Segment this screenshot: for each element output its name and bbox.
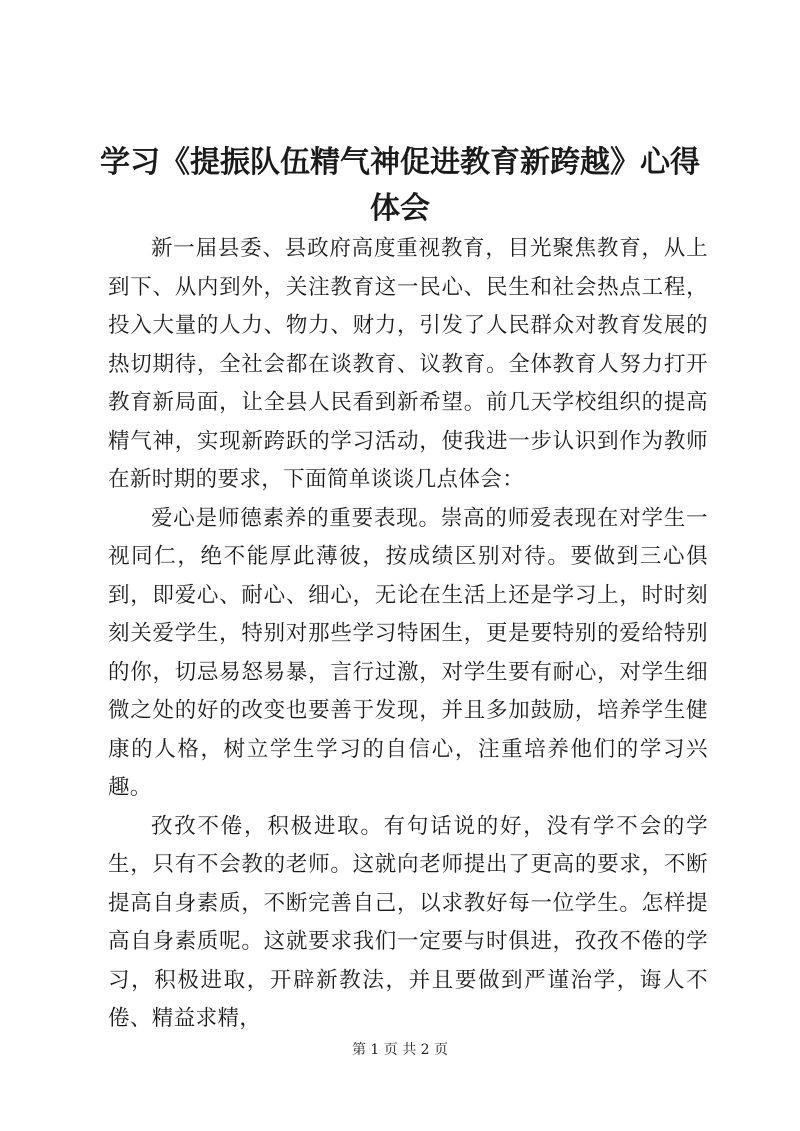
page-footer: 第 1 页 共 2 页 <box>351 1042 449 1058</box>
document-body <box>108 230 708 1039</box>
paragraph-3: 孜孜不倦，积极进取。有句话说的好，没有学不会的学生，只有不会教的老师。这就向老师提出了更高的要求，不断提高自身素质，不断完善自己，以求教好每一位学生。怎样提高自身素质呢。这就要求我们一定要与时俱进，孜孜不倦的学习，积极进取，开辟新教法，并且要做到严谨治学，诲人不倦、精益求精， <box>108 813 708 1031</box>
paragraph-1: 新一届县委、县政府高度重视教育，目光聚焦教育，从上到下、从内到外，关注教育这一民心、民生和社会热点工程，投入大量的人力、物力、财力，引发了人民群众对教育发展的热切期待，全社会都在谈教育、议教育。全体教育人努力打开教育新局面，让全县人民看到新希望。前几天学校组织的提高精气神，实现新跨跃的学习活动，使我进一步认识到作为教师在新时期的要求，下面简单谈谈几点体会： <box>108 236 708 492</box>
paragraph-2: 爱心是师德素养的重要表现。崇高的师爱表现在对学生一视同仁，绝不能厚此薄彼，按成绩区别对待。要做到三心俱到，即爱心、耐心、细心，无论在生活上还是学习上，时时刻刻关爱学生，特别对那些学习特困生，更是要特别的爱给特别的你，切忌易怒易暴，言行过激，对学生要有耐心，对学生细微之处的好的改变也要善于发现，并且多加鼓励，培养学生健康的人格，树立学生学习的自信心，注重培养他们的学习兴趣。 <box>108 505 708 800</box>
document-title: 学习《提振队伍精气神促进教育新跨越》心得体会 <box>100 145 700 226</box>
